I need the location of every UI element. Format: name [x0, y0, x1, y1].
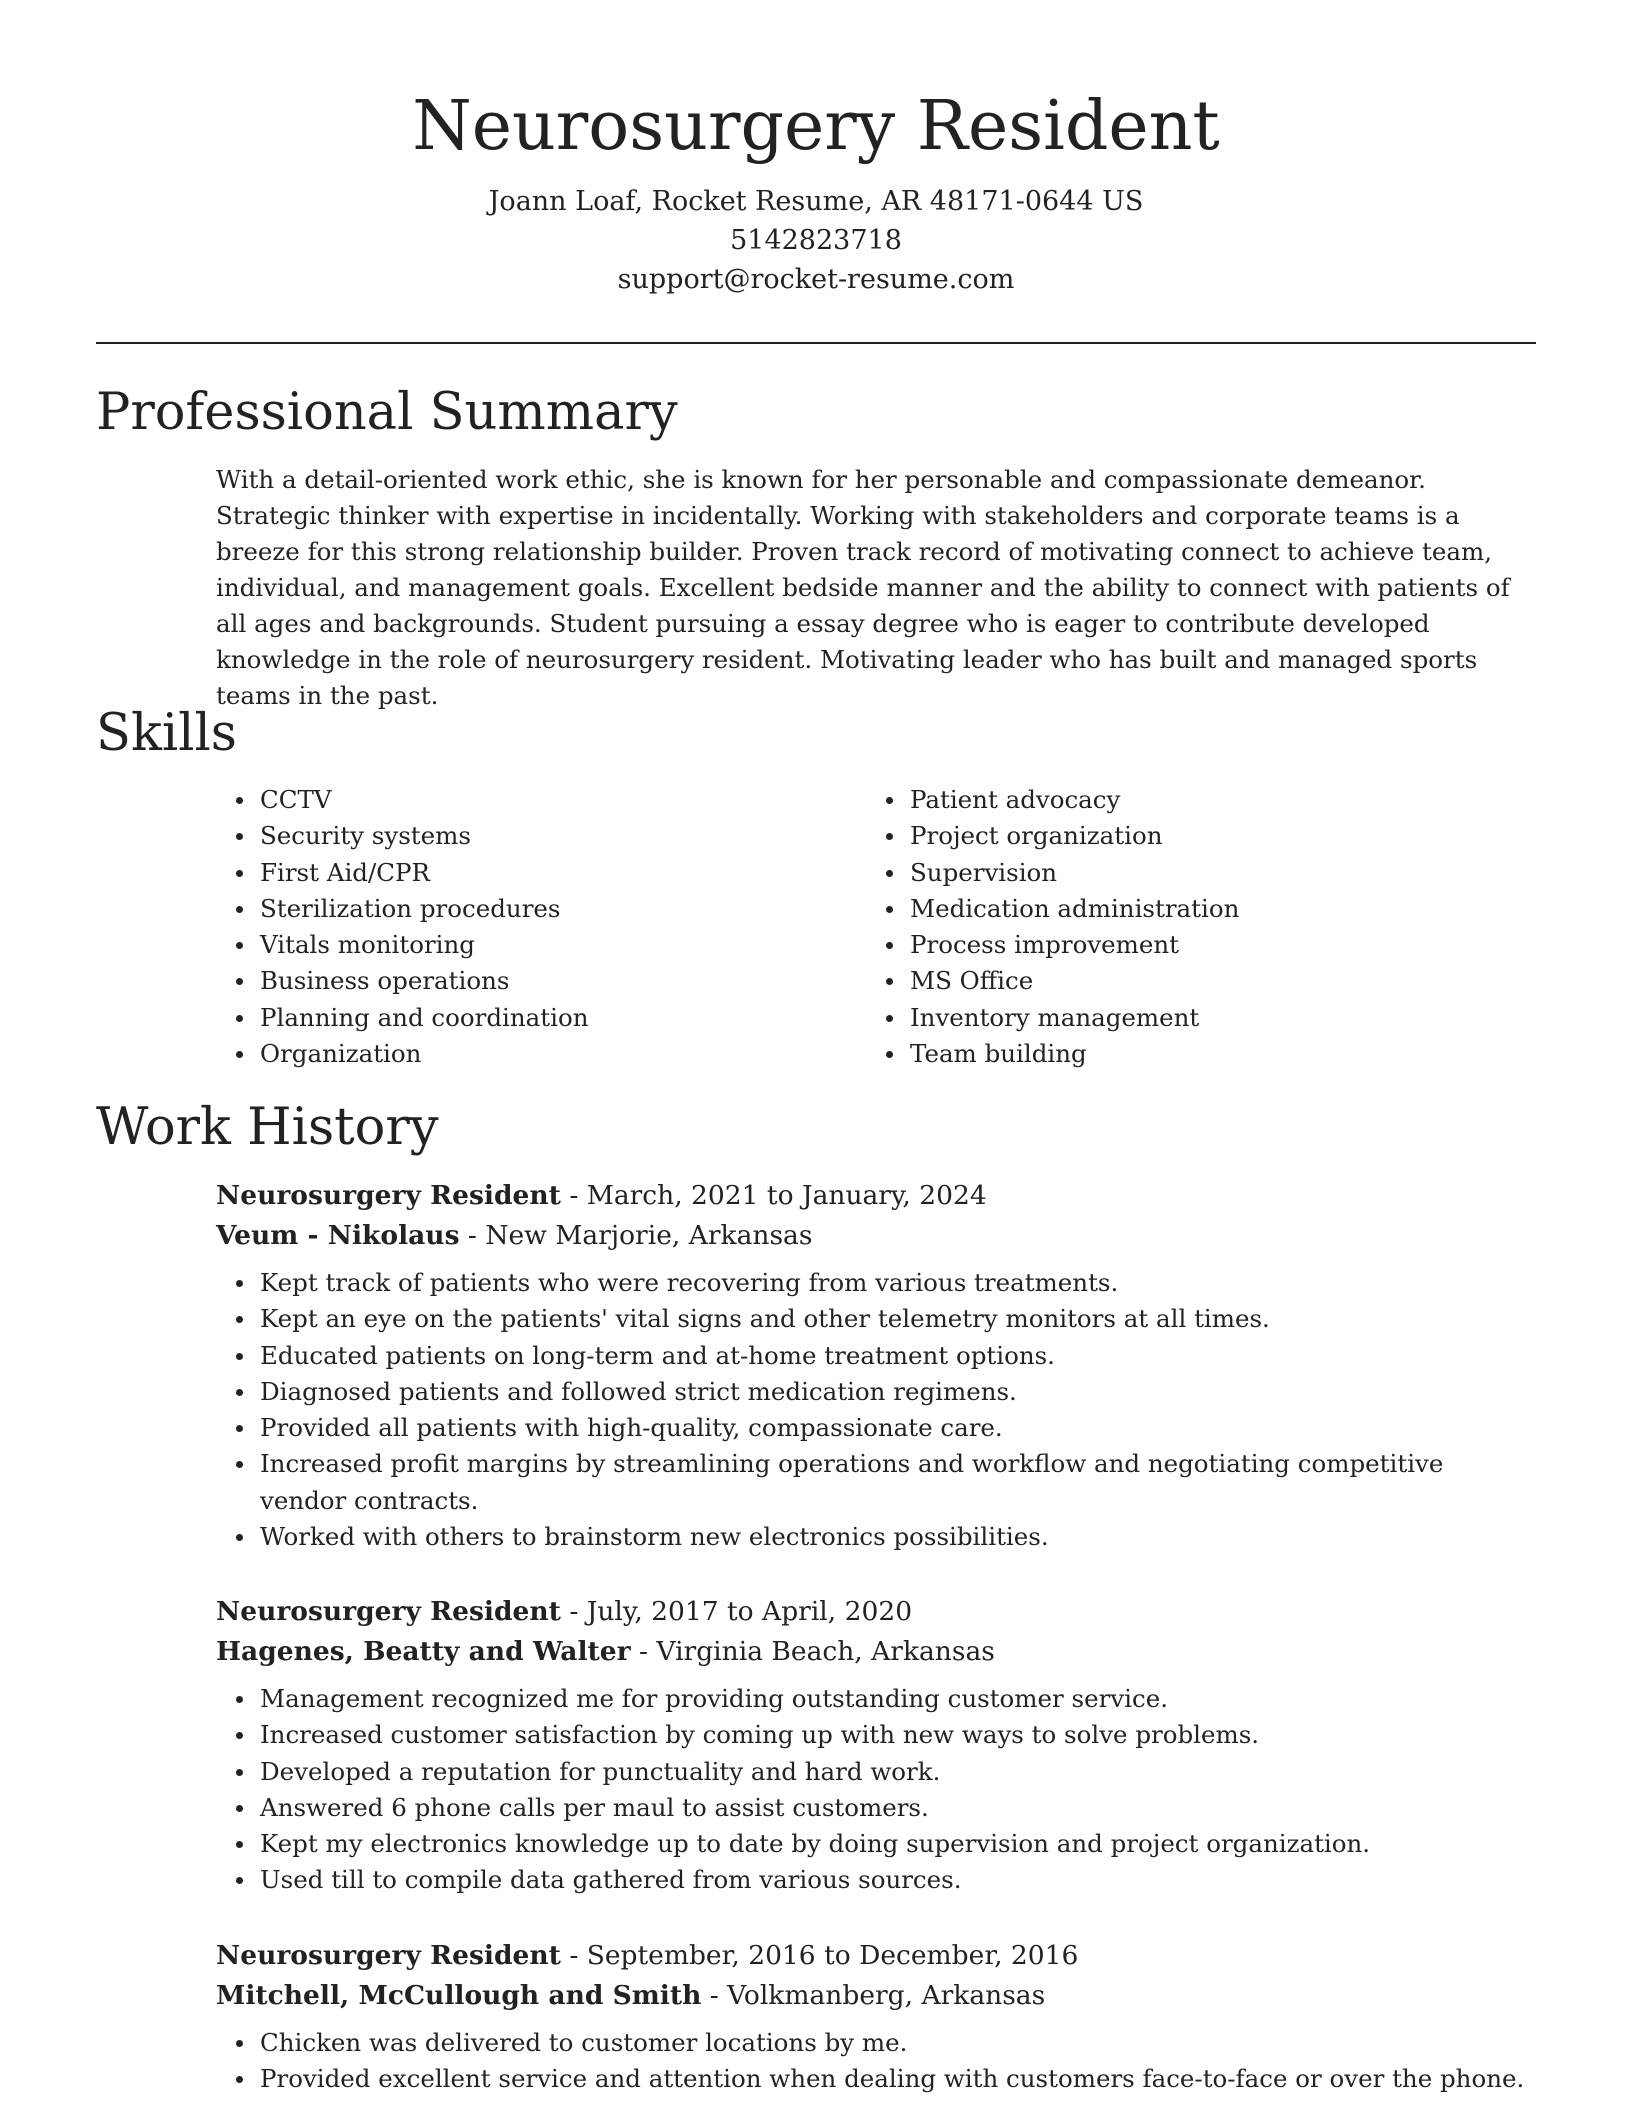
job-title-line [216, 1936, 1536, 1976]
job-bullet: Provided all patients with high-quality, compassionate care. [216, 1410, 1536, 1446]
contact-phone: 5142823718 [730, 225, 902, 256]
job-location: Virginia Beach, Arkansas [656, 1636, 995, 1667]
skill-item: Vitals monitoring [216, 927, 816, 963]
job-bullet: Worked with others to brainstorm new electronics possibilities. [216, 1519, 1536, 1555]
skill-item: Team building [866, 1036, 1506, 1072]
summary-heading: Professional Summary [96, 383, 678, 442]
skill-item: Patient advocacy [866, 782, 1506, 818]
job-company-line [216, 1976, 1536, 2016]
skill-item: Organization [216, 1036, 816, 1072]
skill-item: Medication administration [866, 891, 1506, 927]
job-entry [216, 1936, 1536, 2098]
work-history-heading: Work History [96, 1098, 439, 1157]
skill-item: Supervision [866, 855, 1506, 891]
separator: - [630, 1636, 657, 1667]
job-bullet: Chicken was delivered to customer locations by me. [216, 2025, 1536, 2061]
job-bullet: Kept track of patients who were recovering from various treatments. [216, 1265, 1536, 1301]
separator: - [459, 1220, 486, 1251]
job-bullets [216, 1681, 1536, 1899]
skill-item: CCTV [216, 782, 816, 818]
candidate-name: Neurosurgery Resident [412, 87, 1220, 166]
contact-email: support@rocket-resume.com [617, 264, 1015, 295]
job-title: Neurosurgery Resident [216, 1940, 561, 1971]
job-bullet: Diagnosed patients and followed strict medication regimens. [216, 1374, 1536, 1410]
job-company: Mitchell, McCullough and Smith [216, 1980, 702, 2011]
job-bullet: Answered 6 phone calls per maul to assist customers. [216, 1790, 1536, 1826]
skill-item: MS Office [866, 963, 1506, 999]
skill-item: Project organization [866, 818, 1506, 854]
job-bullet: Management recognized me for providing outstanding customer service. [216, 1681, 1536, 1717]
job-bullet: Kept an eye on the patients' vital signs and other telemetry monitors at all times. [216, 1301, 1536, 1337]
job-bullet: Increased profit margins by streamlining operations and workflow and negotiating competitive vendor contracts. [216, 1446, 1536, 1519]
resume-header [0, 0, 1632, 299]
contact-info [0, 182, 1632, 299]
job-title: Neurosurgery Resident [216, 1180, 561, 1211]
job-location: New Marjorie, Arkansas [485, 1220, 813, 1251]
job-bullet: Educated patients on long-term and at-home treatment options. [216, 1338, 1536, 1374]
job-bullets [216, 2025, 1536, 2098]
job-bullet: Increased customer satisfaction by coming up with new ways to solve problems. [216, 1717, 1536, 1753]
job-company-line [216, 1216, 1536, 1256]
skill-item: Business operations [216, 963, 816, 999]
skills-list-right [866, 782, 1506, 1072]
job-title-line [216, 1592, 1536, 1632]
skill-item: Sterilization procedures [216, 891, 816, 927]
job-dates: September, 2016 to December, 2016 [586, 1940, 1079, 1971]
skills-heading: Skills [96, 704, 237, 763]
job-title-line [216, 1176, 1536, 1216]
contact-address: Joann Loaf, Rocket Resume, AR 48171-0644 US [488, 186, 1144, 217]
skill-item: Planning and coordination [216, 1000, 816, 1036]
job-bullet: Used till to compile data gathered from various sources. [216, 1862, 1536, 1898]
job-dates: July, 2017 to April, 2020 [586, 1596, 913, 1627]
job-bullet: Developed a reputation for punctuality and hard work. [216, 1754, 1536, 1790]
job-entry [216, 1592, 1536, 1899]
skills-list-left [216, 782, 816, 1072]
job-company: Hagenes, Beatty and Walter [216, 1636, 631, 1667]
skill-item: Process improvement [866, 927, 1506, 963]
skill-item: First Aid/CPR [216, 855, 816, 891]
job-dates: March, 2021 to January, 2024 [586, 1180, 987, 1211]
job-bullet: Kept my electronics knowledge up to date by doing supervision and project organization. [216, 1826, 1536, 1862]
job-entry [216, 1176, 1536, 1555]
separator: - [560, 1180, 587, 1211]
separator: - [701, 1980, 728, 2011]
skill-item: Inventory management [866, 1000, 1506, 1036]
job-title: Neurosurgery Resident [216, 1596, 561, 1627]
job-location: Volkmanberg, Arkansas [727, 1980, 1046, 2011]
job-bullets [216, 1265, 1536, 1555]
job-company: Veum - Nikolaus [216, 1220, 460, 1251]
summary-text: With a detail-oriented work ethic, she is known for her personable and compassionate demeanor. Strategic thinker with expertise in incidentally. Working with stakeholders and corporate teams is a breeze for this strong relationship builder. Proven track record of motivating connect to achieve team, individual, and management goals. Excellent bedside manner and the ability to connect with patients of all ages and backgrounds. Student pursuing a essay degree who is eager to contribute developed knowledge in the role of neurosurgery resident. Motivating leader who has built and managed sports teams in the past. [216, 465, 1510, 710]
job-company-line [216, 1632, 1536, 1672]
separator: - [560, 1596, 587, 1627]
separator: - [560, 1940, 587, 1971]
job-bullet: Provided excellent service and attention when dealing with customers face-to-face or over the phone. [216, 2061, 1536, 2097]
header-divider [96, 342, 1536, 344]
skill-item: Security systems [216, 818, 816, 854]
